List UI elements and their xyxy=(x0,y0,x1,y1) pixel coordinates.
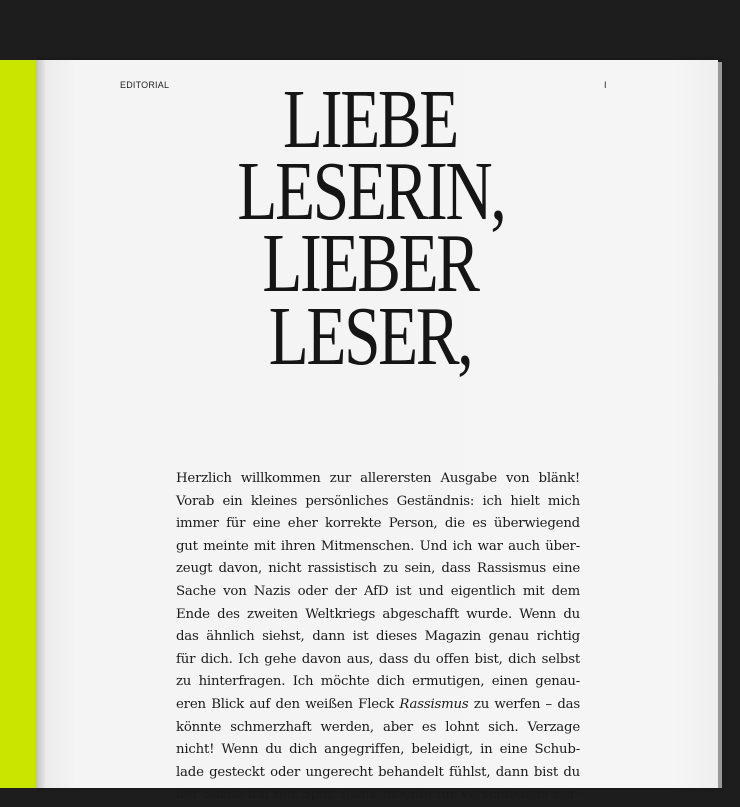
body-line: Ende des zweiten Weltkriegs abgeschafft wurde. Wenn du xyxy=(176,606,580,622)
headline xyxy=(200,73,540,383)
page-edge xyxy=(718,62,722,788)
body-line: der Sache auf der Spur. blänk möchte für verschiedene For- xyxy=(176,787,580,803)
body-line-with-emphasis xyxy=(176,694,580,717)
editorial-body xyxy=(176,468,580,807)
page-number: I xyxy=(604,80,607,90)
body-line: gut meinte mit ihren Mitmenschen. Und ich war auch über- xyxy=(176,538,580,554)
body-line: das ähnlich siehst, dann ist dieses Magazin genau richtig xyxy=(176,629,580,645)
body-line: Vorab ein kleines persönliches Geständnis: ich hielt mich xyxy=(176,493,580,509)
body-text-segment: zu werfen – das xyxy=(468,696,580,712)
body-line: lade gesteckt oder ungerecht behandelt fühlst, dann bist du xyxy=(176,764,580,780)
body-line: für dich. Ich gehe davon aus, dass du offen bist, dich selbst xyxy=(176,651,580,667)
body-line: zu hinterfragen. Ich möchte dich ermutigen, einen genau- xyxy=(176,674,580,690)
body-line: nicht! Wenn du dich angegriffen, beleidigt, in eine Schub- xyxy=(176,742,580,758)
body-line: Sache von Nazis oder der AfD ist und eigentlich mit dem xyxy=(176,583,580,599)
headline-line: LIEBE xyxy=(283,73,457,166)
body-line: könnte schmerzhaft werden, aber es lohnt sich. Verzage xyxy=(176,719,580,735)
body-text-segment: eren Blick auf den weißen Fleck xyxy=(176,696,400,712)
gutter-shadow xyxy=(36,60,46,788)
section-label: EDITORIAL xyxy=(120,80,170,90)
body-line: Herzlich willkommen zur allerersten Ausgabe von blänk! xyxy=(176,471,580,486)
headline-line: LESER, xyxy=(268,289,472,383)
body-line: zeugt davon, nicht rassistisch zu sein, dass Rassismus eine xyxy=(176,561,580,577)
emphasis-rassismus: Rassismus xyxy=(399,696,469,712)
headline-line: LIEBER xyxy=(262,217,478,311)
magazine-spine xyxy=(0,60,36,788)
headline-line: LESERIN, xyxy=(237,145,505,239)
body-line: immer für eine eher korrekte Person, die es überwiegend xyxy=(176,516,580,532)
